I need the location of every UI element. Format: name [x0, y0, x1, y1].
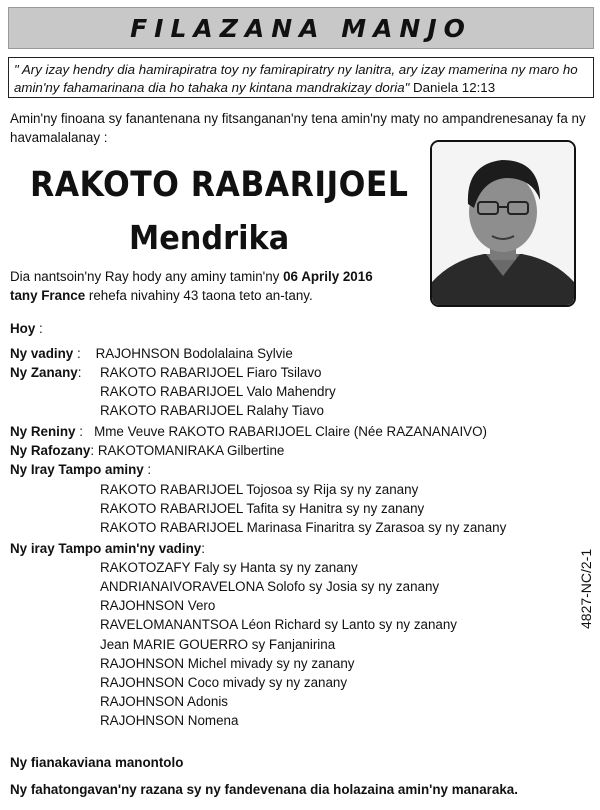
spouse-name: RAJOHNSON Bodolalaina Sylvie — [95, 346, 293, 361]
sibling-item: RAKOTO RABARIJOEL Marinasa Finaritra sy Zarasoa sy ny zanany — [100, 520, 507, 535]
portrait-image — [432, 142, 574, 305]
death-announcement — [10, 267, 428, 305]
children-label: Ny Zanany — [10, 365, 78, 380]
deceased-photo — [430, 140, 576, 307]
siblings-label: Ny Iray Tampo aminy — [10, 462, 144, 477]
in-law-label: Ny Rafozany — [10, 443, 91, 458]
spouse-sibling-item: RAVELOMANANTSOA Léon Richard sy Lanto sy ny zanany — [100, 617, 457, 632]
spouse-siblings-sep: : — [201, 541, 205, 556]
intro-text: Amin'ny finoana sy fanantenana ny fitsanganan'ny tena amin'ny maty no ampandrenesanay fa ny havamalalanay : — [10, 111, 586, 145]
notice-title: FILAZANA MANJO — [130, 13, 472, 43]
spouse-sibling-item: ANDRIANAIVORAVELONA Solofo sy Josia sy ny zanany — [100, 579, 440, 594]
sibling-item: RAKOTO RABARIJOEL Tojosoa sy Rija sy ny zanany — [100, 482, 419, 497]
mother-name: Mme Veuve RAKOTO RABARIJOEL Claire (Née RAZANANAIVO) — [94, 424, 487, 439]
death-place: tany France — [10, 288, 86, 303]
quote-reference: Daniela 12:13 — [409, 80, 496, 95]
spouse-label: Ny vadiny — [10, 346, 74, 361]
in-law-line — [10, 442, 284, 460]
spouse-siblings-label-line — [10, 540, 205, 558]
in-law-name: RAKOTOMANIRAKA Gilbertine — [97, 443, 285, 458]
hoy-line — [10, 320, 43, 338]
ad-reference-code: 4827-NC/2-1 — [578, 548, 594, 629]
spouse-line — [10, 345, 293, 363]
hoy-colon: : — [35, 321, 43, 336]
notice-header — [8, 7, 594, 49]
spouse-sibling-item: RAJOHNSON Nomena — [100, 713, 239, 728]
whole-family-line: Ny fianakaviana manontolo — [10, 755, 184, 770]
in-law-sep: : — [90, 443, 98, 458]
spouse-sibling-item: RAJOHNSON Michel mivady sy ny zanany — [100, 656, 355, 671]
child-item: RAKOTO RABARIJOEL Valo Mahendry — [100, 384, 336, 399]
funeral-notice-line: Ny fahatongavan'ny razana sy ny fandevenana dia holazaina amin'ny manaraka. — [10, 782, 518, 797]
mother-label: Ny Reniny — [10, 424, 76, 439]
children-sep: : — [77, 365, 82, 380]
spouse-sibling-item: RAKOTOZAFY Faly sy Hanta sy ny zanany — [100, 560, 358, 575]
bible-quote-box — [8, 57, 594, 98]
spouse-sibling-item: RAJOHNSON Vero — [100, 598, 216, 613]
death-prefix: Dia nantsoin'ny Ray hody any aminy tamin'ny — [10, 269, 284, 284]
child-item: RAKOTO RABARIJOEL Ralahy Tiavo — [100, 403, 324, 418]
deceased-name: RAKOTO RABARIJOEL — [30, 165, 409, 205]
death-suffix: rehefa nivahiny 43 taona teto an-tany. — [85, 288, 313, 303]
child-item: RAKOTO RABARIJOEL Fiaro Tsilavo — [100, 365, 322, 380]
children-label-line — [10, 364, 81, 382]
sibling-item: RAKOTO RABARIJOEL Tafita sy Hanitra sy ny zanany — [100, 501, 425, 516]
spouse-sibling-item: RAJOHNSON Adonis — [100, 694, 228, 709]
deceased-first-name: Mendrika — [129, 218, 290, 257]
spouse-sibling-item: RAJOHNSON Coco mivady sy ny zanany — [100, 675, 348, 690]
hoy-label: Hoy — [10, 321, 36, 336]
quote-text: " Ary izay hendry dia hamirapiratra toy ny famirapiratry ny lanitra, ary izay mamerina ny maro ho amin'ny fahamarinana dia ho tahaka ny kintana mandrakizay doria" — [14, 62, 578, 95]
spouse-sibling-item: Jean MARIE GOUERRO sy Fanjanirina — [100, 637, 336, 652]
death-date: 06 Aprily 2016 — [283, 269, 373, 284]
mother-sep: : — [75, 424, 95, 439]
mother-line — [10, 423, 487, 441]
siblings-sep: : — [143, 462, 152, 477]
spouse-sep: : — [73, 346, 96, 361]
siblings-label-line — [10, 461, 151, 479]
spouse-siblings-label: Ny iray Tampo amin'ny vadiny — [10, 541, 202, 556]
